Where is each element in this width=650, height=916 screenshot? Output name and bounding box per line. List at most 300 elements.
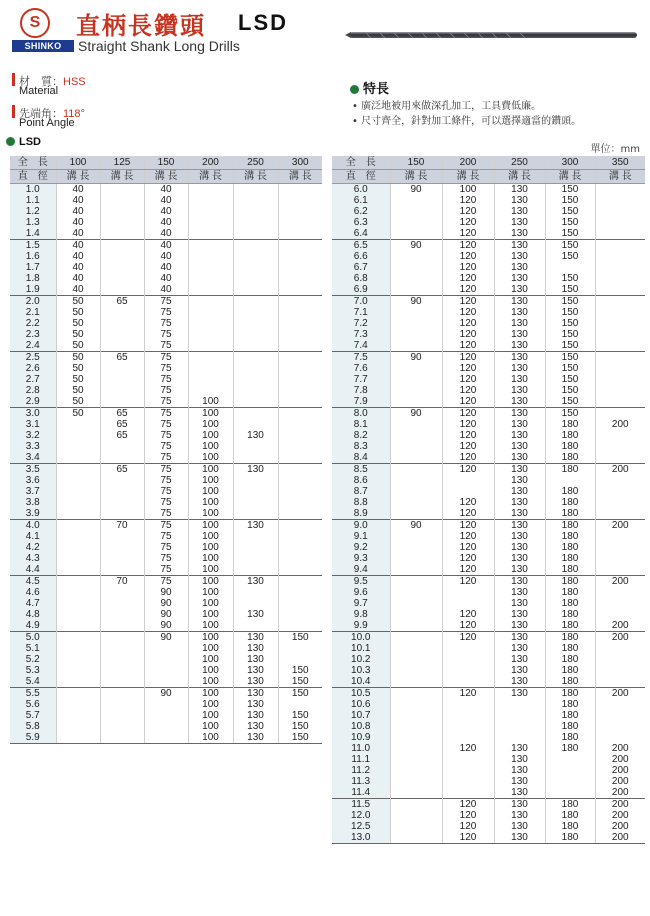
header-cell: 125 bbox=[100, 156, 144, 170]
flute-length-cell bbox=[56, 587, 100, 598]
flute-length-cell: 120 bbox=[442, 620, 494, 632]
diameter-cell: 12.0 bbox=[332, 810, 390, 821]
flute-length-cell bbox=[595, 352, 645, 364]
flute-length-cell: 120 bbox=[442, 799, 494, 811]
flute-length-cell: 130 bbox=[494, 262, 545, 273]
flute-length-cell bbox=[56, 452, 100, 464]
flute-length-cell bbox=[100, 632, 144, 644]
flute-length-cell: 120 bbox=[442, 832, 494, 844]
flute-length-cell bbox=[278, 217, 322, 228]
flute-length-cell bbox=[278, 475, 322, 486]
diameter-cell: 13.0 bbox=[332, 832, 390, 844]
flute-length-cell bbox=[390, 832, 442, 844]
flute-length-cell: 100 bbox=[188, 452, 233, 464]
flute-length-cell: 70 bbox=[100, 520, 144, 532]
flute-length-cell bbox=[442, 721, 494, 732]
flute-length-cell bbox=[233, 228, 278, 240]
flute-length-cell bbox=[233, 587, 278, 598]
flute-length-cell: 100 bbox=[188, 721, 233, 732]
flute-length-cell bbox=[595, 408, 645, 420]
flute-length-cell: 150 bbox=[545, 184, 595, 196]
flute-length-cell: 150 bbox=[278, 676, 322, 688]
table-row bbox=[10, 564, 322, 576]
flute-length-cell: 120 bbox=[442, 821, 494, 832]
spec-material-label: 材 質： bbox=[19, 76, 63, 88]
flute-length-cell: 130 bbox=[494, 765, 545, 776]
diameter-cell: 4.9 bbox=[10, 620, 56, 632]
spec-angle-en: Point Angle bbox=[19, 117, 75, 129]
flute-length-cell bbox=[233, 340, 278, 352]
flute-length-cell: 120 bbox=[442, 408, 494, 420]
flute-length-cell: 40 bbox=[144, 228, 188, 240]
flute-length-cell bbox=[442, 765, 494, 776]
flute-length-cell bbox=[595, 385, 645, 396]
flute-length-cell bbox=[233, 352, 278, 364]
flute-length-cell bbox=[100, 564, 144, 576]
flute-length-cell bbox=[278, 374, 322, 385]
diameter-cell: 2.2 bbox=[10, 318, 56, 329]
table-row bbox=[332, 576, 645, 588]
diameter-cell: 2.6 bbox=[10, 363, 56, 374]
header-row bbox=[10, 170, 322, 184]
flute-length-cell: 50 bbox=[56, 363, 100, 374]
diameter-cell: 9.7 bbox=[332, 598, 390, 609]
flute-length-cell bbox=[595, 564, 645, 576]
flute-length-cell bbox=[595, 240, 645, 252]
flute-length-cell bbox=[188, 352, 233, 364]
table-row bbox=[10, 598, 322, 609]
flute-length-cell: 50 bbox=[56, 329, 100, 340]
diameter-cell: 1.3 bbox=[10, 217, 56, 228]
flute-length-cell: 180 bbox=[545, 542, 595, 553]
flute-length-cell bbox=[595, 284, 645, 296]
flute-length-cell: 50 bbox=[56, 352, 100, 364]
flute-length-cell: 120 bbox=[442, 217, 494, 228]
table-row bbox=[10, 576, 322, 588]
flute-length-cell bbox=[390, 732, 442, 743]
table-row bbox=[10, 441, 322, 452]
flute-length-cell bbox=[144, 643, 188, 654]
flute-length-cell: 120 bbox=[442, 195, 494, 206]
flute-length-cell: 120 bbox=[442, 419, 494, 430]
table-row bbox=[10, 206, 322, 217]
table-row bbox=[10, 340, 322, 352]
table-row bbox=[10, 732, 322, 744]
table-row bbox=[332, 396, 645, 408]
table-row bbox=[332, 643, 645, 654]
flute-length-cell: 75 bbox=[144, 464, 188, 476]
flute-length-cell: 130 bbox=[494, 598, 545, 609]
flute-length-cell: 75 bbox=[144, 576, 188, 588]
flute-length-cell: 200 bbox=[595, 620, 645, 632]
diameter-cell: 3.5 bbox=[10, 464, 56, 476]
flute-length-cell: 130 bbox=[233, 688, 278, 700]
flute-length-cell: 40 bbox=[56, 240, 100, 252]
flute-length-cell bbox=[100, 710, 144, 721]
flute-length-cell bbox=[56, 732, 100, 744]
flute-length-cell bbox=[595, 217, 645, 228]
table-row bbox=[332, 273, 645, 284]
flute-length-cell bbox=[100, 318, 144, 329]
diameter-cell: 9.4 bbox=[332, 564, 390, 576]
diameter-cell: 4.7 bbox=[10, 598, 56, 609]
flute-length-cell: 40 bbox=[144, 206, 188, 217]
flute-length-cell bbox=[278, 520, 322, 532]
diameter-cell: 4.5 bbox=[10, 576, 56, 588]
table-row bbox=[332, 251, 645, 262]
table-row bbox=[332, 464, 645, 476]
flute-length-cell bbox=[278, 251, 322, 262]
shinko-logo bbox=[12, 8, 60, 52]
flute-length-cell bbox=[100, 396, 144, 408]
flute-length-cell: 50 bbox=[56, 385, 100, 396]
flute-length-cell: 100 bbox=[188, 408, 233, 420]
flute-length-cell: 75 bbox=[144, 318, 188, 329]
bullet-icon bbox=[350, 85, 359, 94]
diameter-cell: 6.1 bbox=[332, 195, 390, 206]
flute-length-cell: 90 bbox=[144, 587, 188, 598]
diameter-cell: 5.9 bbox=[10, 732, 56, 744]
diameter-cell: 7.9 bbox=[332, 396, 390, 408]
table-row bbox=[10, 251, 322, 262]
diameter-cell: 10.6 bbox=[332, 699, 390, 710]
flute-length-cell: 130 bbox=[233, 609, 278, 620]
flute-length-cell bbox=[233, 262, 278, 273]
flute-length-cell bbox=[278, 352, 322, 364]
flute-length-cell: 120 bbox=[442, 441, 494, 452]
flute-length-cell bbox=[390, 228, 442, 240]
flute-length-cell bbox=[144, 710, 188, 721]
flute-length-cell bbox=[278, 284, 322, 296]
flute-length-cell bbox=[278, 329, 322, 340]
flute-length-cell bbox=[595, 195, 645, 206]
header-cell: 200 bbox=[442, 156, 494, 170]
diameter-cell: 1.0 bbox=[10, 184, 56, 196]
flute-length-cell bbox=[390, 340, 442, 352]
flute-length-cell: 130 bbox=[494, 284, 545, 296]
flute-length-cell bbox=[442, 654, 494, 665]
table-row bbox=[10, 486, 322, 497]
feature-text: 廣泛地被用來做深孔加工，工具費低廉。 bbox=[361, 101, 542, 112]
feature-item: • 廣泛地被用來做深孔加工，工具費低廉。 bbox=[352, 101, 542, 112]
flute-length-cell bbox=[442, 732, 494, 743]
flute-length-cell: 130 bbox=[494, 195, 545, 206]
header-cell: 300 bbox=[278, 156, 322, 170]
flute-length-cell: 120 bbox=[442, 262, 494, 273]
flute-length-cell bbox=[278, 587, 322, 598]
flute-length-cell bbox=[545, 754, 595, 765]
flute-length-cell bbox=[100, 665, 144, 676]
flute-length-cell bbox=[233, 419, 278, 430]
flute-length-cell bbox=[233, 408, 278, 420]
flute-length-cell bbox=[144, 654, 188, 665]
table-row bbox=[332, 520, 645, 532]
flute-length-cell bbox=[188, 240, 233, 252]
flute-length-cell bbox=[390, 452, 442, 464]
diameter-cell: 11.2 bbox=[332, 765, 390, 776]
header-cell: 溝 長 bbox=[278, 170, 322, 184]
flute-length-cell: 75 bbox=[144, 430, 188, 441]
flute-length-cell bbox=[233, 240, 278, 252]
flute-length-cell: 180 bbox=[545, 576, 595, 588]
flute-length-cell: 130 bbox=[494, 217, 545, 228]
flute-length-cell bbox=[278, 609, 322, 620]
table-row bbox=[332, 352, 645, 364]
flute-length-cell: 130 bbox=[494, 340, 545, 352]
flute-length-cell bbox=[390, 284, 442, 296]
table-row bbox=[332, 609, 645, 620]
flute-length-cell: 90 bbox=[390, 520, 442, 532]
flute-length-cell: 180 bbox=[545, 564, 595, 576]
flute-length-cell: 130 bbox=[494, 296, 545, 308]
diameter-cell: 5.1 bbox=[10, 643, 56, 654]
flute-length-cell: 120 bbox=[442, 374, 494, 385]
flute-length-cell: 130 bbox=[494, 508, 545, 520]
flute-length-cell bbox=[188, 206, 233, 217]
flute-length-cell bbox=[100, 307, 144, 318]
flute-length-cell bbox=[442, 587, 494, 598]
diameter-cell: 3.0 bbox=[10, 408, 56, 420]
flute-length-cell bbox=[595, 654, 645, 665]
flute-length-cell bbox=[278, 576, 322, 588]
flute-length-cell bbox=[390, 195, 442, 206]
flute-length-cell bbox=[56, 676, 100, 688]
flute-length-cell: 120 bbox=[442, 296, 494, 308]
flute-length-cell bbox=[100, 284, 144, 296]
table-row bbox=[10, 184, 322, 196]
flute-length-cell bbox=[188, 307, 233, 318]
diameter-cell: 2.0 bbox=[10, 296, 56, 308]
flute-length-cell bbox=[278, 340, 322, 352]
flute-length-cell: 40 bbox=[56, 251, 100, 262]
flute-length-cell bbox=[100, 699, 144, 710]
flute-length-cell: 120 bbox=[442, 553, 494, 564]
diameter-cell: 6.7 bbox=[332, 262, 390, 273]
flute-length-cell: 75 bbox=[144, 340, 188, 352]
flute-length-cell bbox=[233, 284, 278, 296]
flute-length-cell: 75 bbox=[144, 542, 188, 553]
flute-length-cell bbox=[100, 195, 144, 206]
table-row bbox=[332, 184, 645, 196]
flute-length-cell: 120 bbox=[442, 531, 494, 542]
table-row bbox=[332, 296, 645, 308]
diameter-cell: 3.9 bbox=[10, 508, 56, 520]
flute-length-cell bbox=[56, 598, 100, 609]
flute-length-cell: 180 bbox=[545, 732, 595, 743]
table-row bbox=[332, 284, 645, 296]
flute-length-cell bbox=[390, 721, 442, 732]
diameter-cell: 6.9 bbox=[332, 284, 390, 296]
diameter-cell: 10.4 bbox=[332, 676, 390, 688]
flute-length-cell bbox=[390, 374, 442, 385]
flute-length-cell bbox=[390, 475, 442, 486]
table-row bbox=[332, 688, 645, 700]
flute-length-cell bbox=[545, 776, 595, 787]
diameter-cell: 2.4 bbox=[10, 340, 56, 352]
flute-length-cell bbox=[56, 475, 100, 486]
diameter-cell: 1.6 bbox=[10, 251, 56, 262]
table-row bbox=[332, 732, 645, 743]
flute-length-cell: 75 bbox=[144, 441, 188, 452]
flute-length-cell: 75 bbox=[144, 564, 188, 576]
flute-length-cell bbox=[390, 385, 442, 396]
diameter-cell: 10.3 bbox=[332, 665, 390, 676]
table-row bbox=[332, 374, 645, 385]
table-row bbox=[10, 352, 322, 364]
table-row bbox=[10, 228, 322, 240]
flute-length-cell: 40 bbox=[144, 273, 188, 284]
features-title-text: 特長 bbox=[363, 82, 390, 97]
flute-length-cell bbox=[100, 273, 144, 284]
flute-length-cell bbox=[595, 251, 645, 262]
diameter-cell: 2.5 bbox=[10, 352, 56, 364]
flute-length-cell bbox=[278, 486, 322, 497]
flute-length-cell: 100 bbox=[188, 654, 233, 665]
diameter-cell: 10.8 bbox=[332, 721, 390, 732]
header-cell: 溝 長 bbox=[494, 170, 545, 184]
flute-length-cell bbox=[100, 721, 144, 732]
flute-length-cell: 130 bbox=[233, 430, 278, 441]
flute-length-cell bbox=[390, 396, 442, 408]
flute-length-cell bbox=[278, 654, 322, 665]
table-row bbox=[332, 531, 645, 542]
diameter-cell: 9.9 bbox=[332, 620, 390, 632]
diameter-cell: 2.1 bbox=[10, 307, 56, 318]
flute-length-cell bbox=[595, 475, 645, 486]
flute-length-cell bbox=[100, 217, 144, 228]
flute-length-cell bbox=[390, 598, 442, 609]
flute-length-cell bbox=[278, 385, 322, 396]
spec-angle-value: 118° bbox=[63, 108, 85, 120]
flute-length-cell bbox=[442, 665, 494, 676]
flute-length-cell bbox=[390, 531, 442, 542]
flute-length-cell bbox=[278, 542, 322, 553]
flute-length-cell: 150 bbox=[545, 385, 595, 396]
flute-length-cell bbox=[390, 754, 442, 765]
flute-length-cell bbox=[278, 262, 322, 273]
diameter-cell: 9.0 bbox=[332, 520, 390, 532]
flute-length-cell: 130 bbox=[494, 520, 545, 532]
flute-length-cell: 120 bbox=[442, 632, 494, 644]
flute-length-cell bbox=[233, 564, 278, 576]
diameter-cell: 5.4 bbox=[10, 676, 56, 688]
flute-length-cell: 100 bbox=[188, 665, 233, 676]
flute-length-cell: 90 bbox=[390, 352, 442, 364]
diameter-cell: 6.5 bbox=[332, 240, 390, 252]
flute-length-cell: 130 bbox=[494, 251, 545, 262]
diameter-cell: 2.9 bbox=[10, 396, 56, 408]
flute-length-cell bbox=[278, 497, 322, 508]
spec-material-en: Material bbox=[19, 85, 59, 97]
flute-length-cell: 180 bbox=[545, 810, 595, 821]
table-row bbox=[332, 419, 645, 430]
flute-length-cell bbox=[595, 441, 645, 452]
flute-length-cell: 180 bbox=[545, 609, 595, 620]
flute-length-cell bbox=[100, 486, 144, 497]
feature-item: • 尺寸齊全，針對加工條件，可以選擇適當的鑽頭。 bbox=[352, 116, 582, 127]
flute-length-cell: 130 bbox=[494, 743, 545, 754]
table-row bbox=[332, 832, 645, 844]
flute-length-cell bbox=[595, 430, 645, 441]
header-row bbox=[332, 156, 645, 170]
flute-length-cell: 130 bbox=[494, 228, 545, 240]
flute-length-cell bbox=[188, 262, 233, 273]
header-cell: 溝 長 bbox=[144, 170, 188, 184]
diameter-cell: 10.0 bbox=[332, 632, 390, 644]
flute-length-cell: 120 bbox=[442, 363, 494, 374]
diameter-cell: 1.2 bbox=[10, 206, 56, 217]
flute-length-cell bbox=[595, 609, 645, 620]
flute-length-cell: 130 bbox=[494, 787, 545, 799]
flute-length-cell bbox=[390, 743, 442, 754]
flute-length-cell bbox=[278, 228, 322, 240]
flute-length-cell bbox=[595, 542, 645, 553]
diameter-cell: 8.8 bbox=[332, 497, 390, 508]
flute-length-cell: 120 bbox=[442, 810, 494, 821]
table-row bbox=[10, 676, 322, 688]
flute-length-cell: 100 bbox=[188, 531, 233, 542]
table-row bbox=[332, 632, 645, 644]
flute-length-cell: 180 bbox=[545, 710, 595, 721]
flute-length-cell: 75 bbox=[144, 486, 188, 497]
flute-length-cell: 120 bbox=[442, 396, 494, 408]
header-cell: 全 長 bbox=[10, 156, 56, 170]
table-row bbox=[10, 307, 322, 318]
diameter-cell: 10.7 bbox=[332, 710, 390, 721]
table-row bbox=[332, 452, 645, 464]
diameter-cell: 10.2 bbox=[332, 654, 390, 665]
flute-length-cell: 70 bbox=[100, 576, 144, 588]
flute-length-cell: 90 bbox=[144, 632, 188, 644]
flute-length-cell: 120 bbox=[442, 430, 494, 441]
flute-length-cell: 40 bbox=[56, 184, 100, 196]
table-row bbox=[332, 810, 645, 821]
flute-length-cell bbox=[390, 497, 442, 508]
page-title-zh: 直柄長鑽頭 bbox=[76, 12, 206, 40]
diameter-cell: 9.6 bbox=[332, 587, 390, 598]
flute-length-cell bbox=[278, 452, 322, 464]
flute-length-cell bbox=[278, 363, 322, 374]
flute-length-cell bbox=[233, 363, 278, 374]
flute-length-cell: 180 bbox=[545, 643, 595, 654]
flute-length-cell: 130 bbox=[494, 821, 545, 832]
flute-length-cell: 150 bbox=[545, 352, 595, 364]
flute-length-cell: 130 bbox=[494, 799, 545, 811]
flute-length-cell bbox=[100, 340, 144, 352]
flute-length-cell: 130 bbox=[494, 363, 545, 374]
flute-length-cell bbox=[442, 486, 494, 497]
flute-length-cell bbox=[595, 262, 645, 273]
flute-length-cell bbox=[56, 564, 100, 576]
diameter-cell: 3.6 bbox=[10, 475, 56, 486]
table-row bbox=[332, 676, 645, 688]
flute-length-cell bbox=[442, 643, 494, 654]
flute-length-cell bbox=[100, 329, 144, 340]
flute-length-cell: 100 bbox=[188, 542, 233, 553]
flute-length-cell bbox=[595, 396, 645, 408]
diameter-cell: 9.5 bbox=[332, 576, 390, 588]
flute-length-cell: 100 bbox=[188, 710, 233, 721]
diameter-cell: 1.9 bbox=[10, 284, 56, 296]
diameter-cell: 7.5 bbox=[332, 352, 390, 364]
flute-length-cell bbox=[278, 531, 322, 542]
flute-length-cell: 130 bbox=[494, 206, 545, 217]
table-row bbox=[332, 799, 645, 811]
flute-length-cell: 40 bbox=[56, 195, 100, 206]
diameter-cell: 7.4 bbox=[332, 340, 390, 352]
flute-length-cell bbox=[545, 262, 595, 273]
diameter-cell: 1.5 bbox=[10, 240, 56, 252]
